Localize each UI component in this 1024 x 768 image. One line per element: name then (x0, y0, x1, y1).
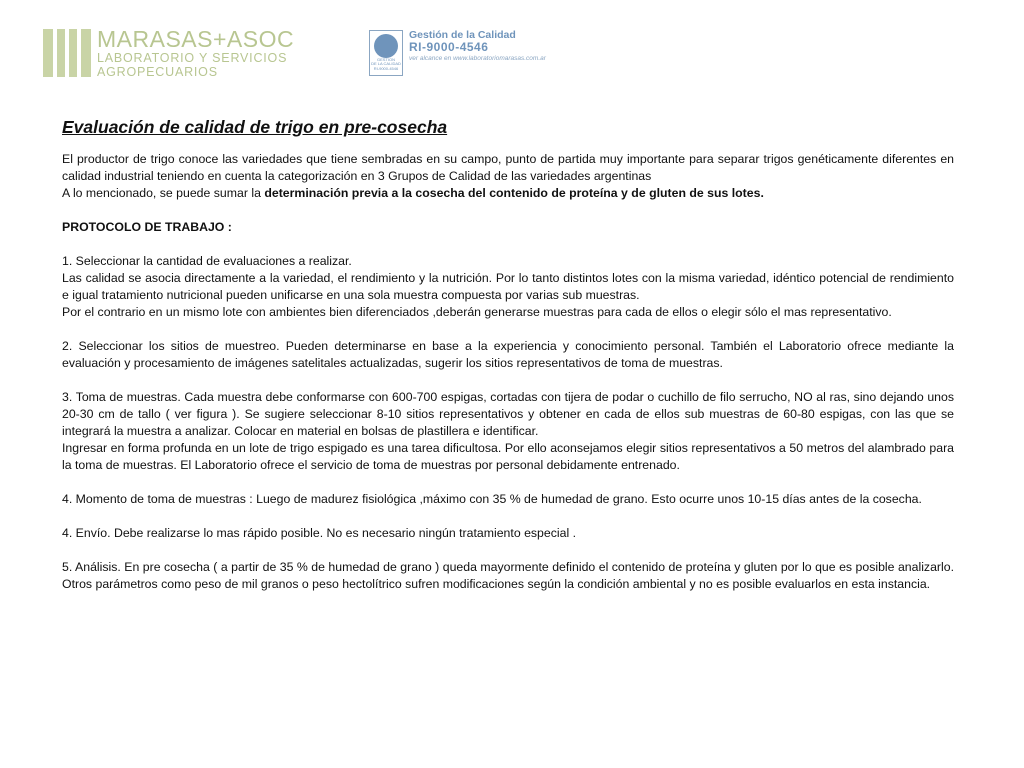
step-3-paragraph-2: Ingresar en forma profunda en un lote de trigo espigado es una tarea dificultosa. Por ello aconsejamos elegir sitios representativos a 50 metros del alambrado para la toma de muestras. El Laboratorio ofrece el servicio de toma de muestras por personal debidamente entrenado. (62, 441, 954, 472)
step-3-paragraph-1: 3. Toma de muestras. Cada muestra debe conformarse con 600-700 espigas, cortadas con tijera de podar o cuchillo de filo serrucho, NO al ras, sino dejando unos 20-30 cm de tallo ( ver figura ). Se sugiere seleccionar 8-10 sitios representativos y obtener en cada de ellos sub muestras de 60-80 espigas, con las que se integrará la muestra a analizar. Colocar en material en bolsas de plastillera e identificar. (62, 390, 954, 438)
intro-paragraph-1: El productor de trigo conoce las variedades que tiene sembradas en su campo, punto de partida muy importante para separar trigos genéticamente diferentes en calidad industrial teniendo en cuenta la categorización en 3 Grupos de Calidad de las variedades argentinas (62, 152, 954, 183)
step-1-paragraph-2: Por el contrario en un mismo lote con ambientes bien diferenciados ,deberán generarse muestras para cada de ellos o elegir sólo el mas representativo. (62, 305, 892, 319)
protocol-heading: PROTOCOLO DE TRABAJO : (62, 220, 232, 234)
seal-text-2: DE LA CALIDAD (371, 61, 401, 67)
logo-name: MARASAS+ASOC (97, 26, 295, 52)
document-body (62, 116, 954, 593)
step-1-title: 1. Seleccionar la cantidad de evaluaciones a realizar. (62, 254, 352, 268)
cert-url: ver alcance en www.laboratoriomarasas.com.ar (409, 54, 546, 62)
step-4b-paragraph: 4. Envío. Debe realizarse lo mas rápido posible. No es necesario ningún tratamiento especial . (62, 526, 577, 540)
quality-certification-logo (369, 30, 546, 76)
step-1-paragraph-1: Las calidad se asocia directamente a la variedad, el rendimiento y la nutrición. Por lo tanto distintos lotes con la misma variedad, idéntico potencial de rendimiento e igual tratamiento nutricional pueden unificarse en una sola muestra compuesta por varias sub muestras. (62, 271, 954, 302)
step-4a-paragraph: 4. Momento de toma de muestras : Luego de madurez fisiológica ,máximo con 35 % de humedad de grano. Esto ocurre unos 10-15 días antes de la cosecha. (62, 492, 922, 506)
seal-code: RI-9000-4546 (373, 65, 399, 71)
step-5-paragraph: 5. Análisis. En pre cosecha ( a partir de 35 % de humedad de grano ) queda mayormente definido el contenido de proteína y gluten por lo que es posible analizarlo. Otros parámetros como peso de mil granos o peso hectolítrico sufren modificaciones según la condición ambiental y no es posible evaluarlos en esta instancia. (62, 560, 954, 591)
seal-text-1: GESTION (376, 57, 395, 62)
intro-paragraph-2 (62, 185, 954, 202)
step-2-paragraph: 2. Seleccionar los sitios de muestreo. Pueden determinarse en base a la experiencia y conocimiento personal. También el Laboratorio ofrece mediante la evaluación y procesamiento de imágenes satelitales actualizadas, sugerir los sitios representativos de toma de muestras. (62, 339, 954, 370)
marasas-logo (43, 28, 294, 78)
marasas-logo-mark-icon (43, 29, 91, 77)
logo-subtitle-line-2: AGROPECUARIOS (97, 64, 218, 79)
document-title: Evaluación de calidad de trigo en pre-cosecha (62, 117, 448, 137)
logo-subtitle-line-1: LABORATORIO Y SERVICIOS (97, 51, 288, 65)
cert-code: RI-9000-4546 (409, 39, 489, 54)
intro-2-bold: determinación previa a la cosecha del contenido de proteína y de gluten de sus lotes. (264, 186, 764, 200)
cert-title: Gestión de la Calidad (409, 29, 516, 41)
iram-seal-icon (369, 30, 403, 76)
intro-2-plain: A lo mencionado, se puede sumar la (62, 186, 265, 200)
